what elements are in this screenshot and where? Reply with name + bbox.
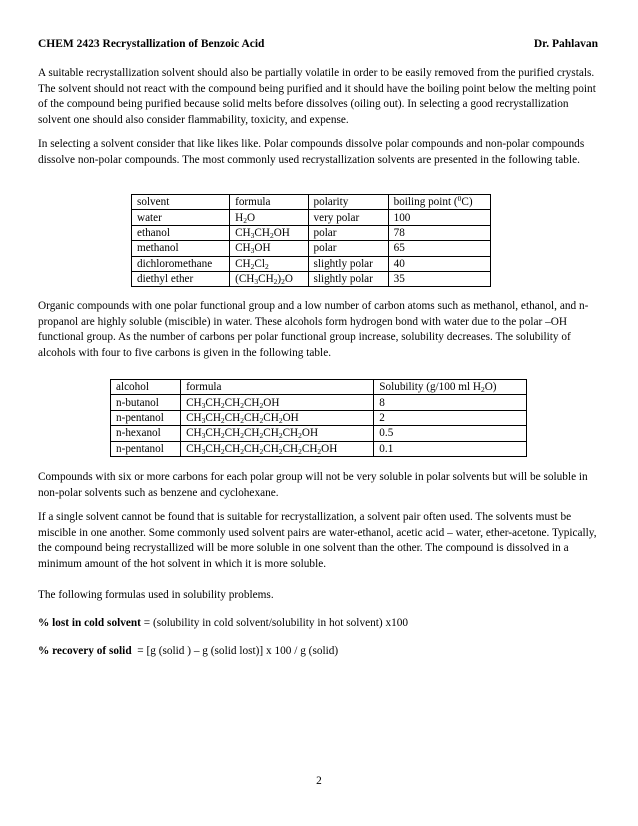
- table-row: [111, 410, 527, 425]
- formula-cell: $CH_3CH_2CH_2CH_2OH$: [181, 395, 374, 410]
- formula-cell: $CH_3CH_2CH_2CH_2CH_2CH_2CH_2OH$: [181, 441, 374, 456]
- header-cell: boiling point ($^0$C): [388, 195, 490, 210]
- formula-cell: $CH_3OH$: [230, 241, 308, 256]
- alcohol-cell: n-hexanol: [111, 426, 181, 441]
- solvent-cell: ethanol: [132, 225, 230, 240]
- paragraph-six-carbons: Compounds with six or more carbons for each polar group will not be very soluble in polar solvents but will be soluble in non-polar solvents such as benzene and cyclohexane.: [38, 471, 588, 499]
- solvent-cell: water: [132, 210, 230, 225]
- header-cell: formula: [230, 195, 308, 210]
- paragraph-solvent-pair: If a single solvent cannot be found that is suitable for recrystallization, a solvent pair often used. The solvents must be miscible in one another. Some commonly used solvent pairs are water-ethanol, acetic acid – water, ether-acetone. Typically, the compound being recrystallized will be more soluble in one solvent than the other. The compound is dissolved in a minimum amount of the hot solvent in which it is more soluble.: [38, 511, 597, 570]
- paragraph-like-dissolves-like: In selecting a solvent consider that like likes like. Polar compounds dissolve polar compounds and non-polar compounds dissolve non-polar compounds. The most commonly used recrystallization solvents are presented in the following table.: [38, 138, 585, 166]
- polarity-cell: polar: [308, 241, 388, 256]
- alcohol-cell: n-pentanol: [111, 410, 181, 425]
- polarity-cell: slightly polar: [308, 256, 388, 271]
- boiling-point-cell: 100: [388, 210, 490, 225]
- table-row: [111, 426, 527, 441]
- table-header-row: [132, 195, 491, 210]
- table-row: [132, 210, 491, 225]
- polarity-cell: polar: [308, 225, 388, 240]
- alcohol-table: [110, 379, 527, 457]
- solubility-cell: 2: [374, 410, 527, 425]
- formula-expression: = [g (solid ) – g (solid lost)] x 100 / g (solid): [131, 645, 339, 657]
- formula-label: % recovery of solid: [38, 645, 132, 657]
- table-row: [132, 225, 491, 240]
- solubility-cell: 8: [374, 395, 527, 410]
- boiling-point-cell: 78: [388, 225, 490, 240]
- header-cell: polarity: [308, 195, 388, 210]
- header-cell: Solubility (g/100 ml $H_2O$): [374, 380, 527, 395]
- table-row: [132, 256, 491, 271]
- formula-cell: $CH_2Cl_2$: [230, 256, 308, 271]
- header-cell: alcohol: [111, 380, 181, 395]
- solvent-cell: methanol: [132, 241, 230, 256]
- paragraph-formulas-intro: The following formulas used in solubility problems.: [38, 589, 274, 601]
- table-row: [111, 441, 527, 456]
- formula-cell: $CH_3CH_2OH$: [230, 225, 308, 240]
- solvent-table: [131, 194, 491, 287]
- boiling-point-cell: 35: [388, 271, 490, 286]
- paragraph-solvent-volatility: A suitable recrystallization solvent should also be partially volatile in order to be easily removed from the purified crystals. The solvent should not react with the compound being purified and it should have the boiling point below the melting point of the compound being purified because solid melts before dissolves (oiling out). In selecting a good recrystallization solvent one should also consider flammability, toxicity, and expense.: [38, 67, 596, 126]
- paragraph-alcohol-solubility: Organic compounds with one polar functional group and a low number of carbon atoms such as methanol, ethanol, and n-propanol are highly soluble (miscible) in water. These alcohols form hydrogen bond with water due to the polar –OH functional group. As the number of carbons per polar functional group increase, solubility decreases. The solubility of alcohols with four to five carbons is given in the following table.: [38, 300, 589, 359]
- table-header-row: [111, 380, 527, 395]
- boiling-point-cell: 65: [388, 241, 490, 256]
- instructor-name: Dr. Pahlavan: [533, 38, 598, 50]
- table-row: [132, 241, 491, 256]
- alcohol-cell: n-pentanol: [111, 441, 181, 456]
- formula-cell: $H_2O$: [230, 210, 308, 225]
- solubility-cell: 0.1: [374, 441, 527, 456]
- header-cell: formula: [181, 380, 374, 395]
- formula-cell: $CH_3CH_2CH_2CH_2CH_2CH_2OH$: [181, 426, 374, 441]
- table-row: [111, 395, 527, 410]
- solvent-cell: diethyl ether: [132, 271, 230, 286]
- formula-recovery: [38, 644, 600, 660]
- formula-expression: = (solubility in cold solvent/solubility in hot solvent) x100: [140, 617, 409, 629]
- formula-cell: $(CH_3CH_2)_2O$: [230, 271, 308, 286]
- formula-label: % lost in cold solvent: [38, 617, 141, 629]
- course-title: CHEM 2423 Recrystallization of Benzoic Acid: [38, 38, 265, 50]
- page-number: 2: [316, 775, 322, 787]
- solubility-cell: 0.5: [374, 426, 527, 441]
- alcohol-cell: n-butanol: [111, 395, 181, 410]
- page-header: [38, 38, 598, 54]
- formula-lost-in-cold: [38, 616, 600, 632]
- polarity-cell: very polar: [308, 210, 388, 225]
- header-cell: solvent: [132, 195, 230, 210]
- polarity-cell: slightly polar: [308, 271, 388, 286]
- table-row: [132, 271, 491, 286]
- formula-cell: $CH_3CH_2CH_2CH_2CH_2OH$: [181, 410, 374, 425]
- boiling-point-cell: 40: [388, 256, 490, 271]
- solvent-cell: dichloromethane: [132, 256, 230, 271]
